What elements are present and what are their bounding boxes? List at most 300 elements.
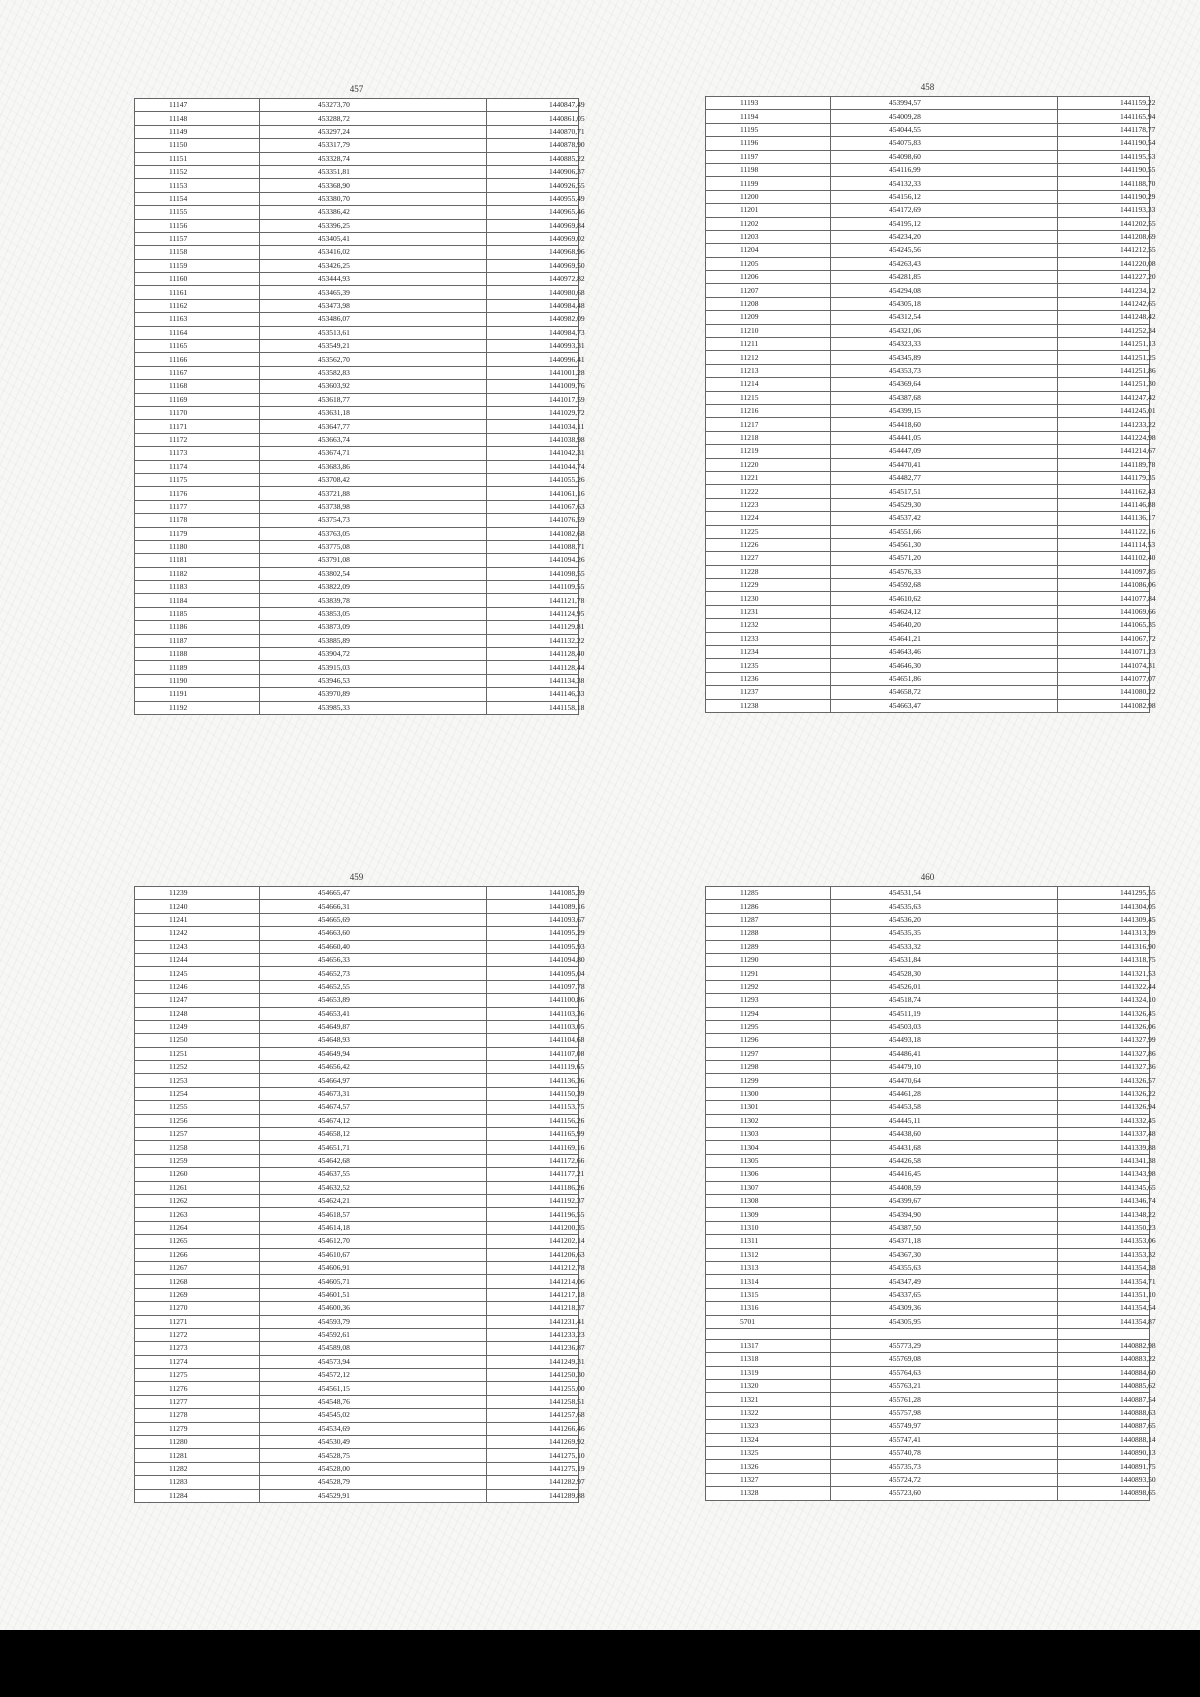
point-number-cell: 11278 — [135, 1409, 260, 1422]
x-coordinate-cell: 453405,41 — [260, 232, 487, 245]
table-row — [706, 1221, 1150, 1234]
point-number-cell: 11235 — [706, 659, 831, 672]
y-coordinate-cell: 1441076,59 — [487, 514, 579, 527]
point-number-cell: 11224 — [706, 512, 831, 525]
table-row — [135, 980, 579, 993]
table-row — [706, 123, 1150, 136]
table-row — [135, 967, 579, 980]
y-coordinate-cell: 1441318,75 — [1058, 953, 1150, 966]
table-row — [706, 257, 1150, 270]
x-coordinate-cell: 454353,73 — [831, 364, 1058, 377]
point-number-cell: 11150 — [135, 139, 260, 152]
x-coordinate-cell: 455773,29 — [831, 1339, 1058, 1352]
table-row — [135, 1476, 579, 1489]
table-row — [135, 299, 579, 312]
x-coordinate-cell: 454132,33 — [831, 177, 1058, 190]
point-number-cell: 11298 — [706, 1061, 831, 1074]
point-number-cell: 11211 — [706, 338, 831, 351]
x-coordinate-cell: 454642,68 — [260, 1154, 487, 1167]
x-coordinate-cell: 453663,74 — [260, 433, 487, 446]
point-number-cell: 11300 — [706, 1087, 831, 1100]
y-coordinate-cell: 1441247,42 — [1058, 391, 1150, 404]
x-coordinate-cell: 454470,64 — [831, 1074, 1058, 1087]
point-number-cell: 11191 — [135, 688, 260, 701]
y-coordinate-cell: 1441350,23 — [1058, 1221, 1150, 1234]
x-coordinate-cell: 454345,89 — [831, 351, 1058, 364]
table-row — [135, 460, 579, 473]
table-row — [135, 527, 579, 540]
point-number-cell: 11321 — [706, 1393, 831, 1406]
y-coordinate-cell: 1441017,59 — [487, 393, 579, 406]
black-footer-bar — [0, 1630, 1200, 1697]
table-row — [706, 1302, 1150, 1315]
y-coordinate-cell: 1441252,34 — [1058, 324, 1150, 337]
table-row — [135, 953, 579, 966]
point-number-cell: 11292 — [706, 980, 831, 993]
table-row — [706, 324, 1150, 337]
y-coordinate-cell: 1441251,13 — [1058, 338, 1150, 351]
table-row — [135, 1422, 579, 1435]
x-coordinate-cell: 453426,25 — [260, 259, 487, 272]
point-number-cell: 11176 — [135, 487, 260, 500]
point-number-cell: 11194 — [706, 110, 831, 123]
y-coordinate-cell: 1441077,07 — [1058, 672, 1150, 685]
x-coordinate-cell: 454426,58 — [831, 1154, 1058, 1167]
point-number-cell: 11273 — [135, 1342, 260, 1355]
y-coordinate-cell: 1441136,36 — [487, 1074, 579, 1087]
y-coordinate-cell: 1441345,65 — [1058, 1181, 1150, 1194]
table-row — [135, 1248, 579, 1261]
y-coordinate-cell: 1440883,22 — [1058, 1353, 1150, 1366]
table-row — [135, 607, 579, 620]
x-coordinate-cell: 454418,60 — [831, 418, 1058, 431]
x-coordinate-cell: 453873,09 — [260, 621, 487, 634]
table-row — [135, 661, 579, 674]
y-coordinate-cell: 1441109,55 — [487, 581, 579, 594]
y-coordinate-cell: 1440893,50 — [1058, 1473, 1150, 1486]
table-row — [135, 940, 579, 953]
x-coordinate-cell: 453721,88 — [260, 487, 487, 500]
x-coordinate-cell: 453915,03 — [260, 661, 487, 674]
table-row — [706, 659, 1150, 672]
y-coordinate-cell: 1441094,80 — [487, 953, 579, 966]
y-coordinate-cell: 1441128,44 — [487, 661, 579, 674]
point-number-cell: 11311 — [706, 1235, 831, 1248]
x-coordinate-cell: 453328,74 — [260, 152, 487, 165]
table-row — [706, 940, 1150, 953]
point-number-cell: 11310 — [706, 1221, 831, 1234]
table-row — [135, 366, 579, 379]
point-number-cell: 11232 — [706, 619, 831, 632]
y-coordinate-cell: 1441251,30 — [1058, 378, 1150, 391]
point-number-cell: 11178 — [135, 514, 260, 527]
x-coordinate-cell: 454503,03 — [831, 1020, 1058, 1033]
table-row — [706, 311, 1150, 324]
y-coordinate-cell: 1440926,55 — [487, 179, 579, 192]
table-row — [135, 688, 579, 701]
table-row — [706, 1235, 1150, 1248]
table-row — [135, 313, 579, 326]
point-number-cell: 11258 — [135, 1141, 260, 1154]
table-row — [706, 1275, 1150, 1288]
x-coordinate-cell: 454600,36 — [260, 1302, 487, 1315]
x-coordinate-cell: 454674,12 — [260, 1114, 487, 1127]
y-coordinate-cell: 1441324,10 — [1058, 994, 1150, 1007]
y-coordinate-cell: 1440888,14 — [1058, 1433, 1150, 1446]
x-coordinate-cell: 455763,21 — [831, 1380, 1058, 1393]
table-row — [135, 1128, 579, 1141]
page-457 — [134, 80, 585, 715]
x-coordinate-cell: 454305,18 — [831, 297, 1058, 310]
x-coordinate-cell: 454431,68 — [831, 1141, 1058, 1154]
point-number-cell: 11202 — [706, 217, 831, 230]
table-row — [135, 1168, 579, 1181]
x-coordinate-cell: 454479,10 — [831, 1061, 1058, 1074]
table-row — [706, 271, 1150, 284]
x-coordinate-cell: 454486,41 — [831, 1047, 1058, 1060]
x-coordinate-cell: 454511,19 — [831, 1007, 1058, 1020]
point-number-cell: 11174 — [135, 460, 260, 473]
y-coordinate-cell: 1441029,72 — [487, 406, 579, 419]
point-number-cell: 11254 — [135, 1087, 260, 1100]
point-number-cell: 11152 — [135, 165, 260, 178]
y-coordinate-cell: 1441136,17 — [1058, 512, 1150, 525]
point-number-cell: 11248 — [135, 1007, 260, 1020]
x-coordinate-cell: 454658,12 — [260, 1128, 487, 1141]
table-row — [706, 900, 1150, 913]
y-coordinate-cell: 1441067,72 — [1058, 632, 1150, 645]
x-coordinate-cell: 453946,53 — [260, 674, 487, 687]
x-coordinate-cell: 454531,84 — [831, 953, 1058, 966]
y-coordinate-cell: 1441071,23 — [1058, 646, 1150, 659]
point-number-cell: 11170 — [135, 406, 260, 419]
x-coordinate-cell: 454044,55 — [831, 123, 1058, 136]
x-coordinate-cell: 453674,71 — [260, 447, 487, 460]
x-coordinate-cell: 454666,31 — [260, 900, 487, 913]
table-row — [135, 900, 579, 913]
x-coordinate-cell: 454593,79 — [260, 1315, 487, 1328]
point-number-cell: 11148 — [135, 112, 260, 125]
y-coordinate-cell: 1441061,16 — [487, 487, 579, 500]
y-coordinate-cell: 1441177,21 — [487, 1168, 579, 1181]
table-row — [135, 1047, 579, 1060]
table-row — [706, 686, 1150, 699]
table-row — [706, 230, 1150, 243]
point-number-cell: 11171 — [135, 420, 260, 433]
table-row — [706, 699, 1150, 712]
page-number: 460 — [920, 872, 935, 882]
y-coordinate-cell: 1441353,32 — [1058, 1248, 1150, 1261]
point-number-cell: 11189 — [135, 661, 260, 674]
y-coordinate-cell: 1441192,37 — [487, 1194, 579, 1207]
y-coordinate-cell: 1441233,23 — [487, 1328, 579, 1341]
point-number-cell: 11158 — [135, 246, 260, 259]
x-coordinate-cell: 454529,30 — [831, 498, 1058, 511]
y-coordinate-cell: 1441082,68 — [487, 527, 579, 540]
table-row — [135, 219, 579, 232]
point-number-cell: 11316 — [706, 1302, 831, 1315]
point-number-cell: 11210 — [706, 324, 831, 337]
y-coordinate-cell: 1441001,28 — [487, 366, 579, 379]
point-number-cell: 11262 — [135, 1194, 260, 1207]
point-number-cell: 11177 — [135, 500, 260, 513]
x-coordinate-cell: 455764,63 — [831, 1366, 1058, 1379]
table-row — [706, 244, 1150, 257]
y-coordinate-cell: 1441248,42 — [1058, 311, 1150, 324]
table-row — [135, 674, 579, 687]
table-row — [135, 393, 579, 406]
table-row — [706, 1061, 1150, 1074]
y-coordinate-cell: 1440890,13 — [1058, 1447, 1150, 1460]
x-coordinate-cell: 454576,33 — [831, 565, 1058, 578]
y-coordinate-cell: 1441097,85 — [1058, 565, 1150, 578]
point-number-cell — [706, 1328, 831, 1339]
table-row — [706, 190, 1150, 203]
y-coordinate-cell: 1441146,33 — [487, 688, 579, 701]
table-row — [135, 473, 579, 486]
point-number-cell: 11259 — [135, 1154, 260, 1167]
x-coordinate-cell: 453775,08 — [260, 540, 487, 553]
y-coordinate-cell: 1441282,97 — [487, 1476, 579, 1489]
table-row — [135, 554, 579, 567]
coordinate-table — [134, 886, 585, 1503]
x-coordinate-cell: 455735,73 — [831, 1460, 1058, 1473]
y-coordinate-cell: 1441245,01 — [1058, 404, 1150, 417]
table-row — [706, 110, 1150, 123]
table-row — [135, 340, 579, 353]
x-coordinate-cell: 454663,60 — [260, 927, 487, 940]
y-coordinate-cell: 1441289,88 — [487, 1489, 579, 1502]
table-row — [135, 112, 579, 125]
table-row — [706, 1393, 1150, 1406]
coordinate-table — [134, 98, 585, 715]
table-row — [706, 1194, 1150, 1207]
x-coordinate-cell: 453708,42 — [260, 473, 487, 486]
table-row — [135, 1061, 579, 1074]
x-coordinate-cell: 454529,91 — [260, 1489, 487, 1502]
table-row — [706, 927, 1150, 940]
table-row — [706, 1420, 1150, 1433]
x-coordinate-cell: 454640,20 — [831, 619, 1058, 632]
point-number-cell: 11320 — [706, 1380, 831, 1393]
table-row — [706, 284, 1150, 297]
y-coordinate-cell: 1440969,84 — [487, 219, 579, 232]
table-row — [135, 994, 579, 1007]
x-coordinate-cell: 453465,39 — [260, 286, 487, 299]
x-coordinate-cell: 453738,98 — [260, 500, 487, 513]
point-number-cell: 11279 — [135, 1422, 260, 1435]
table-row — [135, 273, 579, 286]
y-coordinate-cell: 1441094,26 — [487, 554, 579, 567]
y-coordinate-cell: 1441124,95 — [487, 607, 579, 620]
table-row — [706, 1406, 1150, 1419]
x-coordinate-cell: 454536,20 — [831, 913, 1058, 926]
point-number-cell: 11247 — [135, 994, 260, 1007]
y-coordinate-cell: 1441088,71 — [487, 540, 579, 553]
y-coordinate-cell: 1441220,08 — [1058, 257, 1150, 270]
x-coordinate-cell: 454416,45 — [831, 1168, 1058, 1181]
y-coordinate-cell: 1441186,26 — [487, 1181, 579, 1194]
point-number-cell: 11161 — [135, 286, 260, 299]
table-row — [135, 99, 579, 112]
y-coordinate-cell: 1441104,68 — [487, 1034, 579, 1047]
y-coordinate-cell: 1441121,78 — [487, 594, 579, 607]
table-row — [706, 177, 1150, 190]
y-coordinate-cell: 1441165,94 — [1058, 110, 1150, 123]
y-coordinate-cell: 1441327,36 — [1058, 1061, 1150, 1074]
y-coordinate-cell: 1441095,93 — [487, 940, 579, 953]
x-coordinate-cell: 454245,56 — [831, 244, 1058, 257]
x-coordinate-cell: 454394,90 — [831, 1208, 1058, 1221]
x-coordinate-cell: 454592,68 — [831, 579, 1058, 592]
x-coordinate-cell: 454573,94 — [260, 1355, 487, 1368]
table-row — [135, 353, 579, 366]
x-coordinate-cell: 454612,70 — [260, 1235, 487, 1248]
point-number-cell: 11218 — [706, 431, 831, 444]
y-coordinate-cell: 1441353,06 — [1058, 1235, 1150, 1248]
y-coordinate-cell: 1440888,63 — [1058, 1406, 1150, 1419]
x-coordinate-cell: 453618,77 — [260, 393, 487, 406]
table-row — [135, 1007, 579, 1020]
y-coordinate-cell: 1441212,55 — [1058, 244, 1150, 257]
x-coordinate-cell: 454447,09 — [831, 445, 1058, 458]
point-number-cell: 11240 — [135, 900, 260, 913]
x-coordinate-cell: 453317,79 — [260, 139, 487, 152]
point-number-cell: 11204 — [706, 244, 831, 257]
table-row — [135, 179, 579, 192]
point-number-cell: 11286 — [706, 900, 831, 913]
table-row — [706, 1101, 1150, 1114]
x-coordinate-cell: 454589,08 — [260, 1342, 487, 1355]
x-coordinate-cell: 454601,51 — [260, 1288, 487, 1301]
x-coordinate-cell: 454618,57 — [260, 1208, 487, 1221]
x-coordinate-cell: 455724,72 — [831, 1473, 1058, 1486]
table-row — [135, 1235, 579, 1248]
y-coordinate-cell: 1441169,16 — [487, 1141, 579, 1154]
x-coordinate-cell: 454369,64 — [831, 378, 1058, 391]
x-coordinate-cell: 454637,55 — [260, 1168, 487, 1181]
table-row — [135, 1208, 579, 1221]
x-coordinate-cell: 454387,50 — [831, 1221, 1058, 1234]
point-number-cell: 11159 — [135, 259, 260, 272]
point-number-cell: 11256 — [135, 1114, 260, 1127]
x-coordinate-cell: 454561,15 — [260, 1382, 487, 1395]
x-coordinate-cell: 454531,54 — [831, 887, 1058, 900]
x-coordinate-cell: 454387,68 — [831, 391, 1058, 404]
table-row — [135, 567, 579, 580]
table-row — [135, 500, 579, 513]
table-row — [706, 163, 1150, 176]
x-coordinate-cell: 453603,92 — [260, 380, 487, 393]
x-coordinate-cell: 454323,33 — [831, 338, 1058, 351]
table-row — [706, 980, 1150, 993]
x-coordinate-cell: 453885,89 — [260, 634, 487, 647]
table-row — [706, 646, 1150, 659]
y-coordinate-cell: 1441326,57 — [1058, 1074, 1150, 1087]
y-coordinate-cell: 1441190,29 — [1058, 190, 1150, 203]
point-number-cell: 11157 — [135, 232, 260, 245]
table-row — [135, 326, 579, 339]
y-coordinate-cell: 1441257,68 — [487, 1409, 579, 1422]
table-row — [706, 1288, 1150, 1301]
table-row — [135, 540, 579, 553]
point-number-cell: 11244 — [135, 953, 260, 966]
point-number-cell: 11181 — [135, 554, 260, 567]
point-number-cell: 11268 — [135, 1275, 260, 1288]
point-number-cell: 11327 — [706, 1473, 831, 1486]
point-number-cell: 11188 — [135, 648, 260, 661]
x-coordinate-cell: 454664,97 — [260, 1074, 487, 1087]
x-coordinate-cell: 454438,60 — [831, 1128, 1058, 1141]
point-number-cell: 11324 — [706, 1433, 831, 1446]
point-number-cell: 11267 — [135, 1261, 260, 1274]
point-number-cell: 11287 — [706, 913, 831, 926]
y-coordinate-cell: 1441214,67 — [1058, 445, 1150, 458]
x-coordinate-cell: 454347,49 — [831, 1275, 1058, 1288]
point-number-cell: 11318 — [706, 1353, 831, 1366]
point-number-cell: 11283 — [135, 1476, 260, 1489]
y-coordinate-cell: 1441251,25 — [1058, 351, 1150, 364]
table-row — [706, 1353, 1150, 1366]
y-coordinate-cell: 1441231,41 — [487, 1315, 579, 1328]
y-coordinate-cell: 1441189,78 — [1058, 458, 1150, 471]
y-coordinate-cell: 1440878,90 — [487, 139, 579, 152]
point-number-cell: 11325 — [706, 1447, 831, 1460]
point-number-cell: 11206 — [706, 271, 831, 284]
y-coordinate-cell: 1441275,19 — [487, 1462, 579, 1475]
point-number-cell: 11282 — [135, 1462, 260, 1475]
y-coordinate-cell: 1440972,82 — [487, 273, 579, 286]
table-row — [706, 1208, 1150, 1221]
table-row — [706, 1087, 1150, 1100]
table-row — [706, 525, 1150, 538]
table-row — [706, 1366, 1150, 1379]
table-row — [706, 431, 1150, 444]
y-coordinate-cell: 1441218,37 — [487, 1302, 579, 1315]
table-row — [706, 498, 1150, 511]
y-coordinate-cell: 1440898,65 — [1058, 1487, 1150, 1500]
point-number-cell: 11225 — [706, 525, 831, 538]
point-number-cell: 11288 — [706, 927, 831, 940]
y-coordinate-cell: 1440887,54 — [1058, 1393, 1150, 1406]
page-number: 459 — [349, 872, 364, 882]
y-coordinate-cell: 1441326,22 — [1058, 1087, 1150, 1100]
point-number-cell: 11299 — [706, 1074, 831, 1087]
table-row — [706, 619, 1150, 632]
table-row — [135, 634, 579, 647]
y-coordinate-cell: 1441354,38 — [1058, 1261, 1150, 1274]
x-coordinate-cell: 454528,75 — [260, 1449, 487, 1462]
point-number-cell: 11203 — [706, 230, 831, 243]
point-number-cell: 11223 — [706, 498, 831, 511]
point-number-cell: 11294 — [706, 1007, 831, 1020]
point-number-cell: 11185 — [135, 607, 260, 620]
table-row — [135, 1288, 579, 1301]
y-coordinate-cell: 1441178,77 — [1058, 123, 1150, 136]
page-number: 457 — [349, 84, 364, 94]
point-number-cell: 11266 — [135, 1248, 260, 1261]
y-coordinate-cell: 1441129,81 — [487, 621, 579, 634]
y-coordinate-cell: 1441217,18 — [487, 1288, 579, 1301]
y-coordinate-cell: 1441326,06 — [1058, 1020, 1150, 1033]
point-number-cell: 11272 — [135, 1328, 260, 1341]
point-number-cell: 11251 — [135, 1047, 260, 1060]
point-number-cell: 11242 — [135, 927, 260, 940]
point-number-cell: 11165 — [135, 340, 260, 353]
y-coordinate-cell: 1441266,46 — [487, 1422, 579, 1435]
x-coordinate-cell: 454651,86 — [831, 672, 1058, 685]
y-coordinate-cell: 1441044,74 — [487, 460, 579, 473]
